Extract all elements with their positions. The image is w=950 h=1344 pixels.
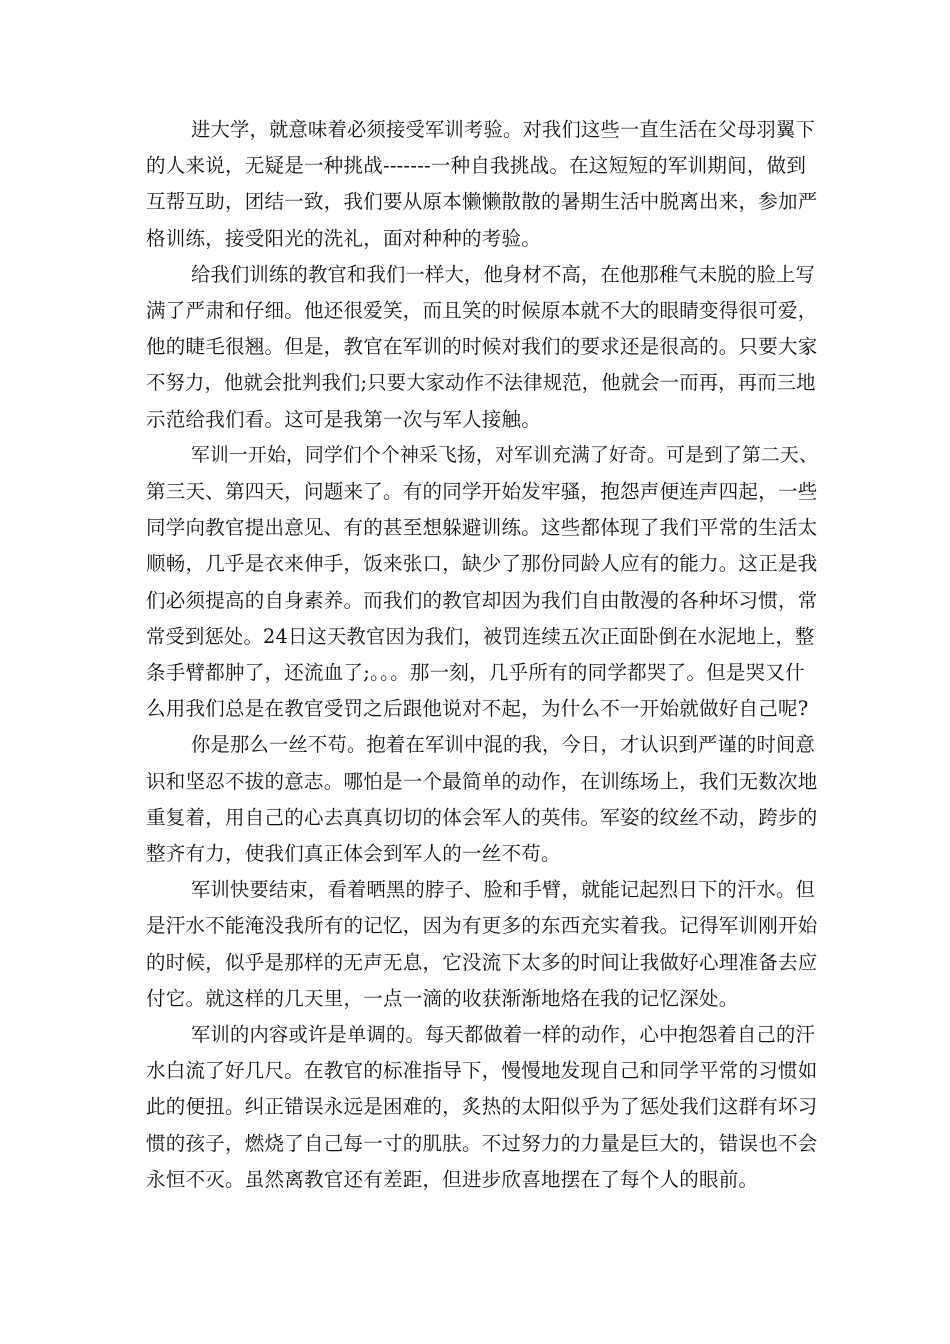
text-line: 他的睫毛很翘。但是，教官在军训的时候对我们的要求还是很高的。只要大家	[146, 335, 818, 359]
paragraph-2	[146, 257, 818, 438]
text-line: 你是那么一丝不苟。抱着在军训中混的我，今日，才认识到严谨的时间意	[191, 733, 815, 757]
text-line: 整齐有力，使我们真正体会到军人的一丝不苟。	[146, 842, 561, 866]
text-line: 给我们训练的教官和我们一样大，他身材不高，在他那稚气未脱的脸上写	[191, 262, 815, 286]
paragraph-3	[146, 438, 818, 728]
text-line: 识和坚忍不拔的意志。哪怕是一个最简单的动作，在训练场上，我们无数次地	[146, 769, 818, 793]
text-line: 惯的孩子，燃烧了自己每一寸的肌肤。不过努力的力量是巨大的，错误也不会	[146, 1131, 818, 1155]
paragraph-6	[146, 1017, 818, 1198]
text-line: 示范给我们看。这可是我第一次与军人接触。	[146, 407, 542, 431]
text-line: 常受到惩处。24日这天教官因为我们，被罚连续五次正面卧倒在水泥地上，整	[146, 624, 815, 648]
text-line: 水白流了好几尺。在教官的标准指导下，慢慢地发现自己和同学平常的习惯如	[146, 1059, 818, 1083]
text-line: 同学向教官提出意见、有的甚至想躲避训练。这些都体现了我们平常的生活太	[146, 516, 818, 540]
paragraph-5	[146, 872, 818, 1017]
text-line: 第三天、第四天，问题来了。有的同学开始发牢骚，抱怨声便连声四起，一些	[146, 480, 818, 504]
text-line: 么用我们总是在教官受罚之后跟他说对不起，为什么不一开始就做好自己呢?	[146, 697, 809, 721]
text-line: 满了严肃和仔细。他还很爱笑，而且笑的时候原本就不大的眼睛变得很可爱，	[146, 299, 818, 323]
text-line: 此的便扭。纠正错误永远是困难的，炙热的太阳似乎为了惩处我们这群有坏习	[146, 1095, 818, 1119]
paragraph-1	[146, 112, 818, 257]
text-line: 付它。就这样的几天里，一点一滴的收获渐渐地烙在我的记忆深处。	[146, 986, 739, 1010]
text-line: 进大学，就意味着必须接受军训考验。对我们这些一直生活在父母羽翼下	[191, 118, 815, 141]
text-line: 是汗水不能淹没我所有的记忆，因为有更多的东西充实着我。记得军训刚开始	[146, 914, 818, 938]
text-line: 不努力，他就会批判我们;只要大家动作不法律规范，他就会一而再，再而三地	[146, 371, 816, 395]
text-line: 重复着，用自己的心去真真切切的体会军人的英伟。军姿的纹丝不动，跨步的	[146, 805, 818, 829]
text-line: 互帮互助，团结一致，我们要从原本懒懒散散的暑期生活中脱离出来，参加严	[146, 190, 818, 214]
text-line: 顺畅，几乎是衣来伸手，饭来张口，缺少了那份同龄人应有的能力。这正是我	[146, 552, 818, 576]
text-line: 的时候，似乎是那样的无声无息，它没流下太多的时间让我做好心理准备去应	[146, 950, 818, 974]
text-line: 们必须提高的自身素养。而我们的教官却因为我们自由散漫的各种坏习惯，常	[146, 588, 818, 612]
paragraph-4	[146, 727, 818, 872]
text-line: 条手臂都肿了，还流血了;。。。那一刻，几乎所有的同学都哭了。但是哭又什	[146, 661, 805, 685]
text-line: 永恒不灭。虽然离教官还有差距，但进步欣喜地摆在了每个人的眼前。	[146, 1167, 759, 1191]
document-body	[146, 112, 818, 1198]
text-line: 的人来说，无疑是一种挑战-------一种自我挑战。在这短短的军训期间，做到	[146, 154, 807, 178]
text-line: 军训的内容或许是单调的。每天都做着一样的动作，心中抱怨着自己的汗	[191, 1023, 815, 1047]
text-line: 军训一开始，同学们个个神采飞扬，对军训充满了好奇。可是到了第二天、	[191, 444, 818, 466]
text-line: 军训快要结束，看着晒黑的脖子、脸和手臂，就能记起烈日下的汗水。但	[191, 878, 815, 902]
text-line: 格训练，接受阳光的洗礼，面对种种的考验。	[146, 226, 542, 250]
